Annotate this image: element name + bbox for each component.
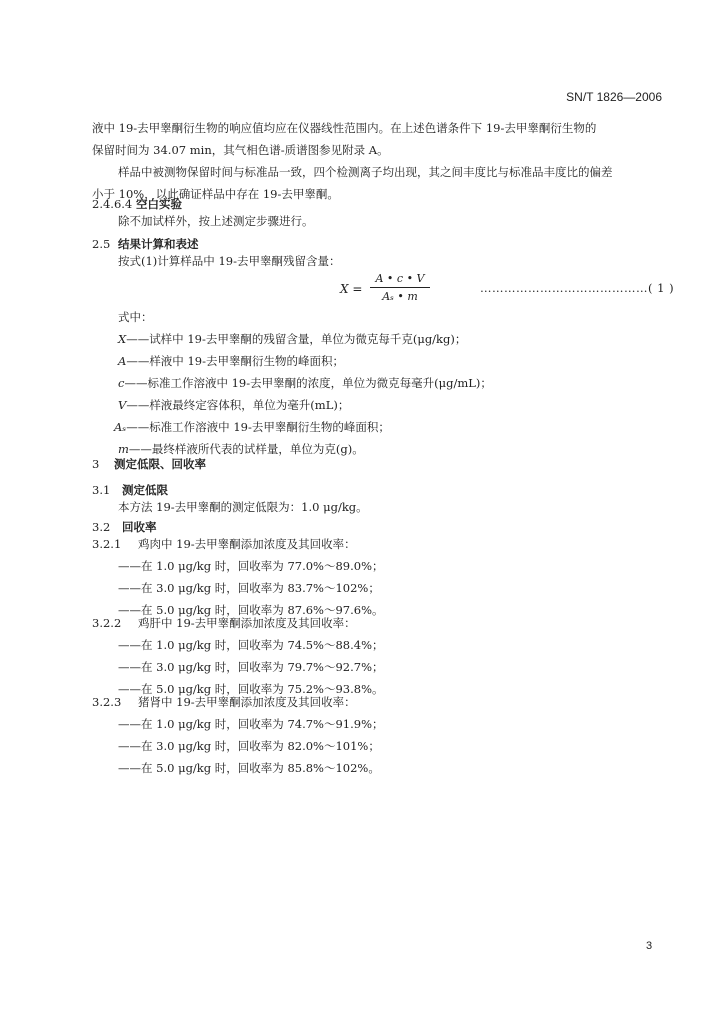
section-number: 3.1 bbox=[92, 483, 111, 497]
equation-number: ( 1 ) bbox=[648, 281, 675, 295]
section-number: 3.2.3 bbox=[92, 695, 122, 709]
symbol-description: ——标准工作溶液中 19-去甲睾酮衍生物的峰面积； bbox=[126, 420, 390, 434]
section-heading-3 bbox=[92, 456, 206, 472]
section-number: 3.2 bbox=[92, 520, 111, 534]
symbol: c bbox=[118, 376, 125, 390]
section-title: 测定低限 bbox=[122, 483, 168, 497]
paragraph-line: 小于 10%，以此确证样品中存在 19-去甲睾酮。 bbox=[92, 187, 339, 201]
formula-denominator: Aₛ • m bbox=[382, 290, 418, 303]
symbol: X bbox=[118, 332, 127, 346]
section-title: 空白实验 bbox=[136, 197, 182, 211]
where-item bbox=[118, 350, 344, 372]
recovery-item: ——在 5.0 μg/kg 时，回收率为 85.8%～102%。 bbox=[118, 761, 380, 775]
symbol-description: ——样液中 19-去甲睾酮衍生物的峰面积； bbox=[126, 354, 344, 368]
section-number: 3 bbox=[92, 457, 100, 471]
symbol-description: ——最终样液所代表的试样量，单位为克(g)。 bbox=[128, 442, 364, 456]
formula-fraction bbox=[370, 272, 430, 303]
symbol-description: ——样液最终定容体积，单位为毫升(mL)； bbox=[126, 398, 350, 412]
subsection-3-2-1 bbox=[92, 533, 356, 555]
section-title: 回收率 bbox=[122, 520, 157, 534]
symbol: Aₛ bbox=[114, 420, 127, 434]
section-number: 3.2.1 bbox=[92, 537, 122, 551]
recovery-item: ——在 3.0 μg/kg 时，回收率为 83.7%～102%； bbox=[118, 581, 380, 595]
subsection-text: 猪肾中 19-去甲睾酮添加浓度及其回收率： bbox=[138, 695, 356, 709]
where-item bbox=[118, 328, 466, 350]
page-number: 3 bbox=[646, 940, 653, 952]
subsection-3-2-2 bbox=[92, 612, 356, 634]
paragraph-line: 保留时间为 34.07 min，其气相色谱-质谱图参见附录 A。 bbox=[92, 143, 389, 157]
recovery-item: ——在 3.0 μg/kg 时，回收率为 79.7%～92.7%； bbox=[118, 660, 384, 674]
paragraph-line: 本方法 19-去甲睾酮的测定低限为：1.0 μg/kg。 bbox=[118, 500, 368, 514]
paragraph-line: 样品中被测物保留时间与标准品一致，四个检测离子均出现，其之间丰度比与标准品丰度比的偏差 bbox=[118, 165, 613, 179]
section-number: 3.2.2 bbox=[92, 616, 122, 630]
subsection-text: 鸡肝中 19-去甲睾酮添加浓度及其回收率： bbox=[138, 616, 356, 630]
formula-leader bbox=[480, 281, 674, 295]
formula-numerator: A • c • V bbox=[375, 272, 425, 285]
paragraph-line: 液中 19-去甲睾酮衍生物的响应值均应在仪器线性范围内。在上述色谱条件下 19-去甲睾酮衍生物的 bbox=[92, 121, 597, 135]
where-item bbox=[118, 394, 349, 416]
section-number: 2.4.6.4 bbox=[92, 197, 133, 211]
recovery-item: ——在 1.0 μg/kg 时，回收率为 77.0%～89.0%； bbox=[118, 559, 384, 573]
symbol: V bbox=[118, 398, 127, 412]
section-number: 2.5 bbox=[92, 237, 111, 251]
symbol-description: ——标准工作溶液中 19-去甲睾酮的浓度，单位为微克每毫升(μg/mL)； bbox=[124, 376, 492, 390]
paragraph-line: 按式(1)计算样品中 19-去甲睾酮残留含量： bbox=[118, 254, 341, 268]
where-item bbox=[114, 416, 390, 438]
section-title: 测定低限、回收率 bbox=[114, 457, 206, 471]
recovery-item: ——在 5.0 μg/kg 时，回收率为 87.6%～97.6%。 bbox=[118, 603, 384, 617]
subsection-3-2-3 bbox=[92, 691, 356, 713]
subsection-text: 鸡肉中 19-去甲睾酮添加浓度及其回收率： bbox=[138, 537, 356, 551]
leader-dots: …………………………………… bbox=[480, 281, 648, 295]
symbol: m bbox=[118, 442, 129, 456]
symbol: A bbox=[118, 354, 127, 368]
formula-lhs: X = bbox=[340, 282, 363, 296]
symbol-description: ——试样中 19-去甲睾酮的残留含量，单位为微克每千克(μg/kg)； bbox=[126, 332, 467, 346]
where-intro: 式中： bbox=[118, 310, 153, 324]
fraction-bar bbox=[370, 287, 430, 288]
recovery-item: ——在 1.0 μg/kg 时，回收率为 74.7%～91.9%； bbox=[118, 717, 384, 731]
recovery-item: ——在 1.0 μg/kg 时，回收率为 74.5%～88.4%； bbox=[118, 638, 384, 652]
section-title: 结果计算和表述 bbox=[118, 237, 199, 251]
recovery-item: ——在 3.0 μg/kg 时，回收率为 82.0%～101%； bbox=[118, 739, 380, 753]
paragraph-line: 除不加试样外，按上述测定步骤进行。 bbox=[118, 214, 314, 228]
standard-code: SN/T 1826—2006 bbox=[566, 90, 662, 104]
recovery-item: ——在 5.0 μg/kg 时，回收率为 75.2%～93.8%。 bbox=[118, 682, 384, 696]
where-item bbox=[118, 372, 492, 394]
